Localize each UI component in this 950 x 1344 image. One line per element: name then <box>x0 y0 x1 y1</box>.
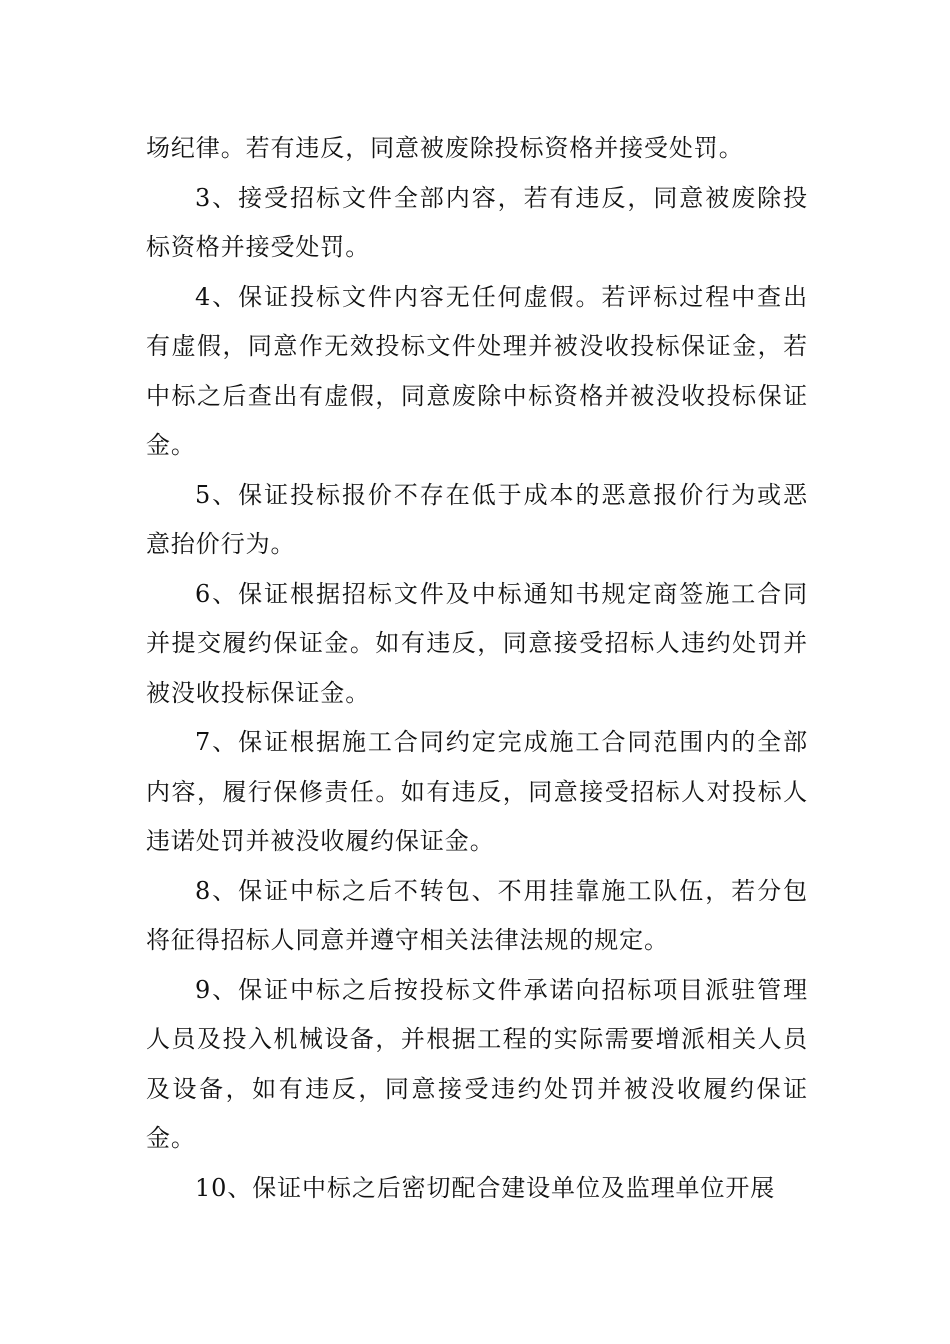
paragraph-item-3: 3、接受招标文件全部内容，若有违反，同意被废除投标资格并接受处罚。 <box>146 183 808 261</box>
paragraph-item-7: 7、保证根据施工合同约定完成施工合同范围内的全部内容，履行保修责任。如有违反，同意接受招标人对投标人违诺处罚并被没收履约保证金。 <box>146 728 808 855</box>
paragraph-item-8: 8、保证中标之后不转包、不用挂靠施工队伍，若分包将征得招标人同意并遵守相关法律法规的规定。 <box>146 876 808 954</box>
paragraph-item-5: 5、保证投标报价不存在低于成本的恶意报价行为或恶意抬价行为。 <box>146 480 808 558</box>
paragraph-item-6: 6、保证根据招标文件及中标通知书规定商签施工合同并提交履约保证金。如有违反，同意接受招标人违约处罚并被没收投标保证金。 <box>146 579 808 707</box>
paragraph-item-9: 9、保证中标之后按投标文件承诺向招标项目派驻管理人员及投入机械设备，并根据工程的实际需要增派相关人员及设备，如有违反，同意接受违约处罚并被没收履约保证金。 <box>146 975 808 1152</box>
paragraph-item-4: 4、保证投标文件内容无任何虚假。若评标过程中查出有虚假，同意作无效投标文件处理并被没收投标保证金，若中标之后查出有虚假，同意废除中标资格并被没收投标保证金。 <box>146 282 808 459</box>
paragraph-continuation: 场纪律。若有违反，同意被废除投标资格并接受处罚。 <box>146 134 744 162</box>
paragraph-item-10: 10、保证中标之后密切配合建设单位及监理单位开展 <box>195 1173 776 1202</box>
document-body <box>146 124 808 1213</box>
